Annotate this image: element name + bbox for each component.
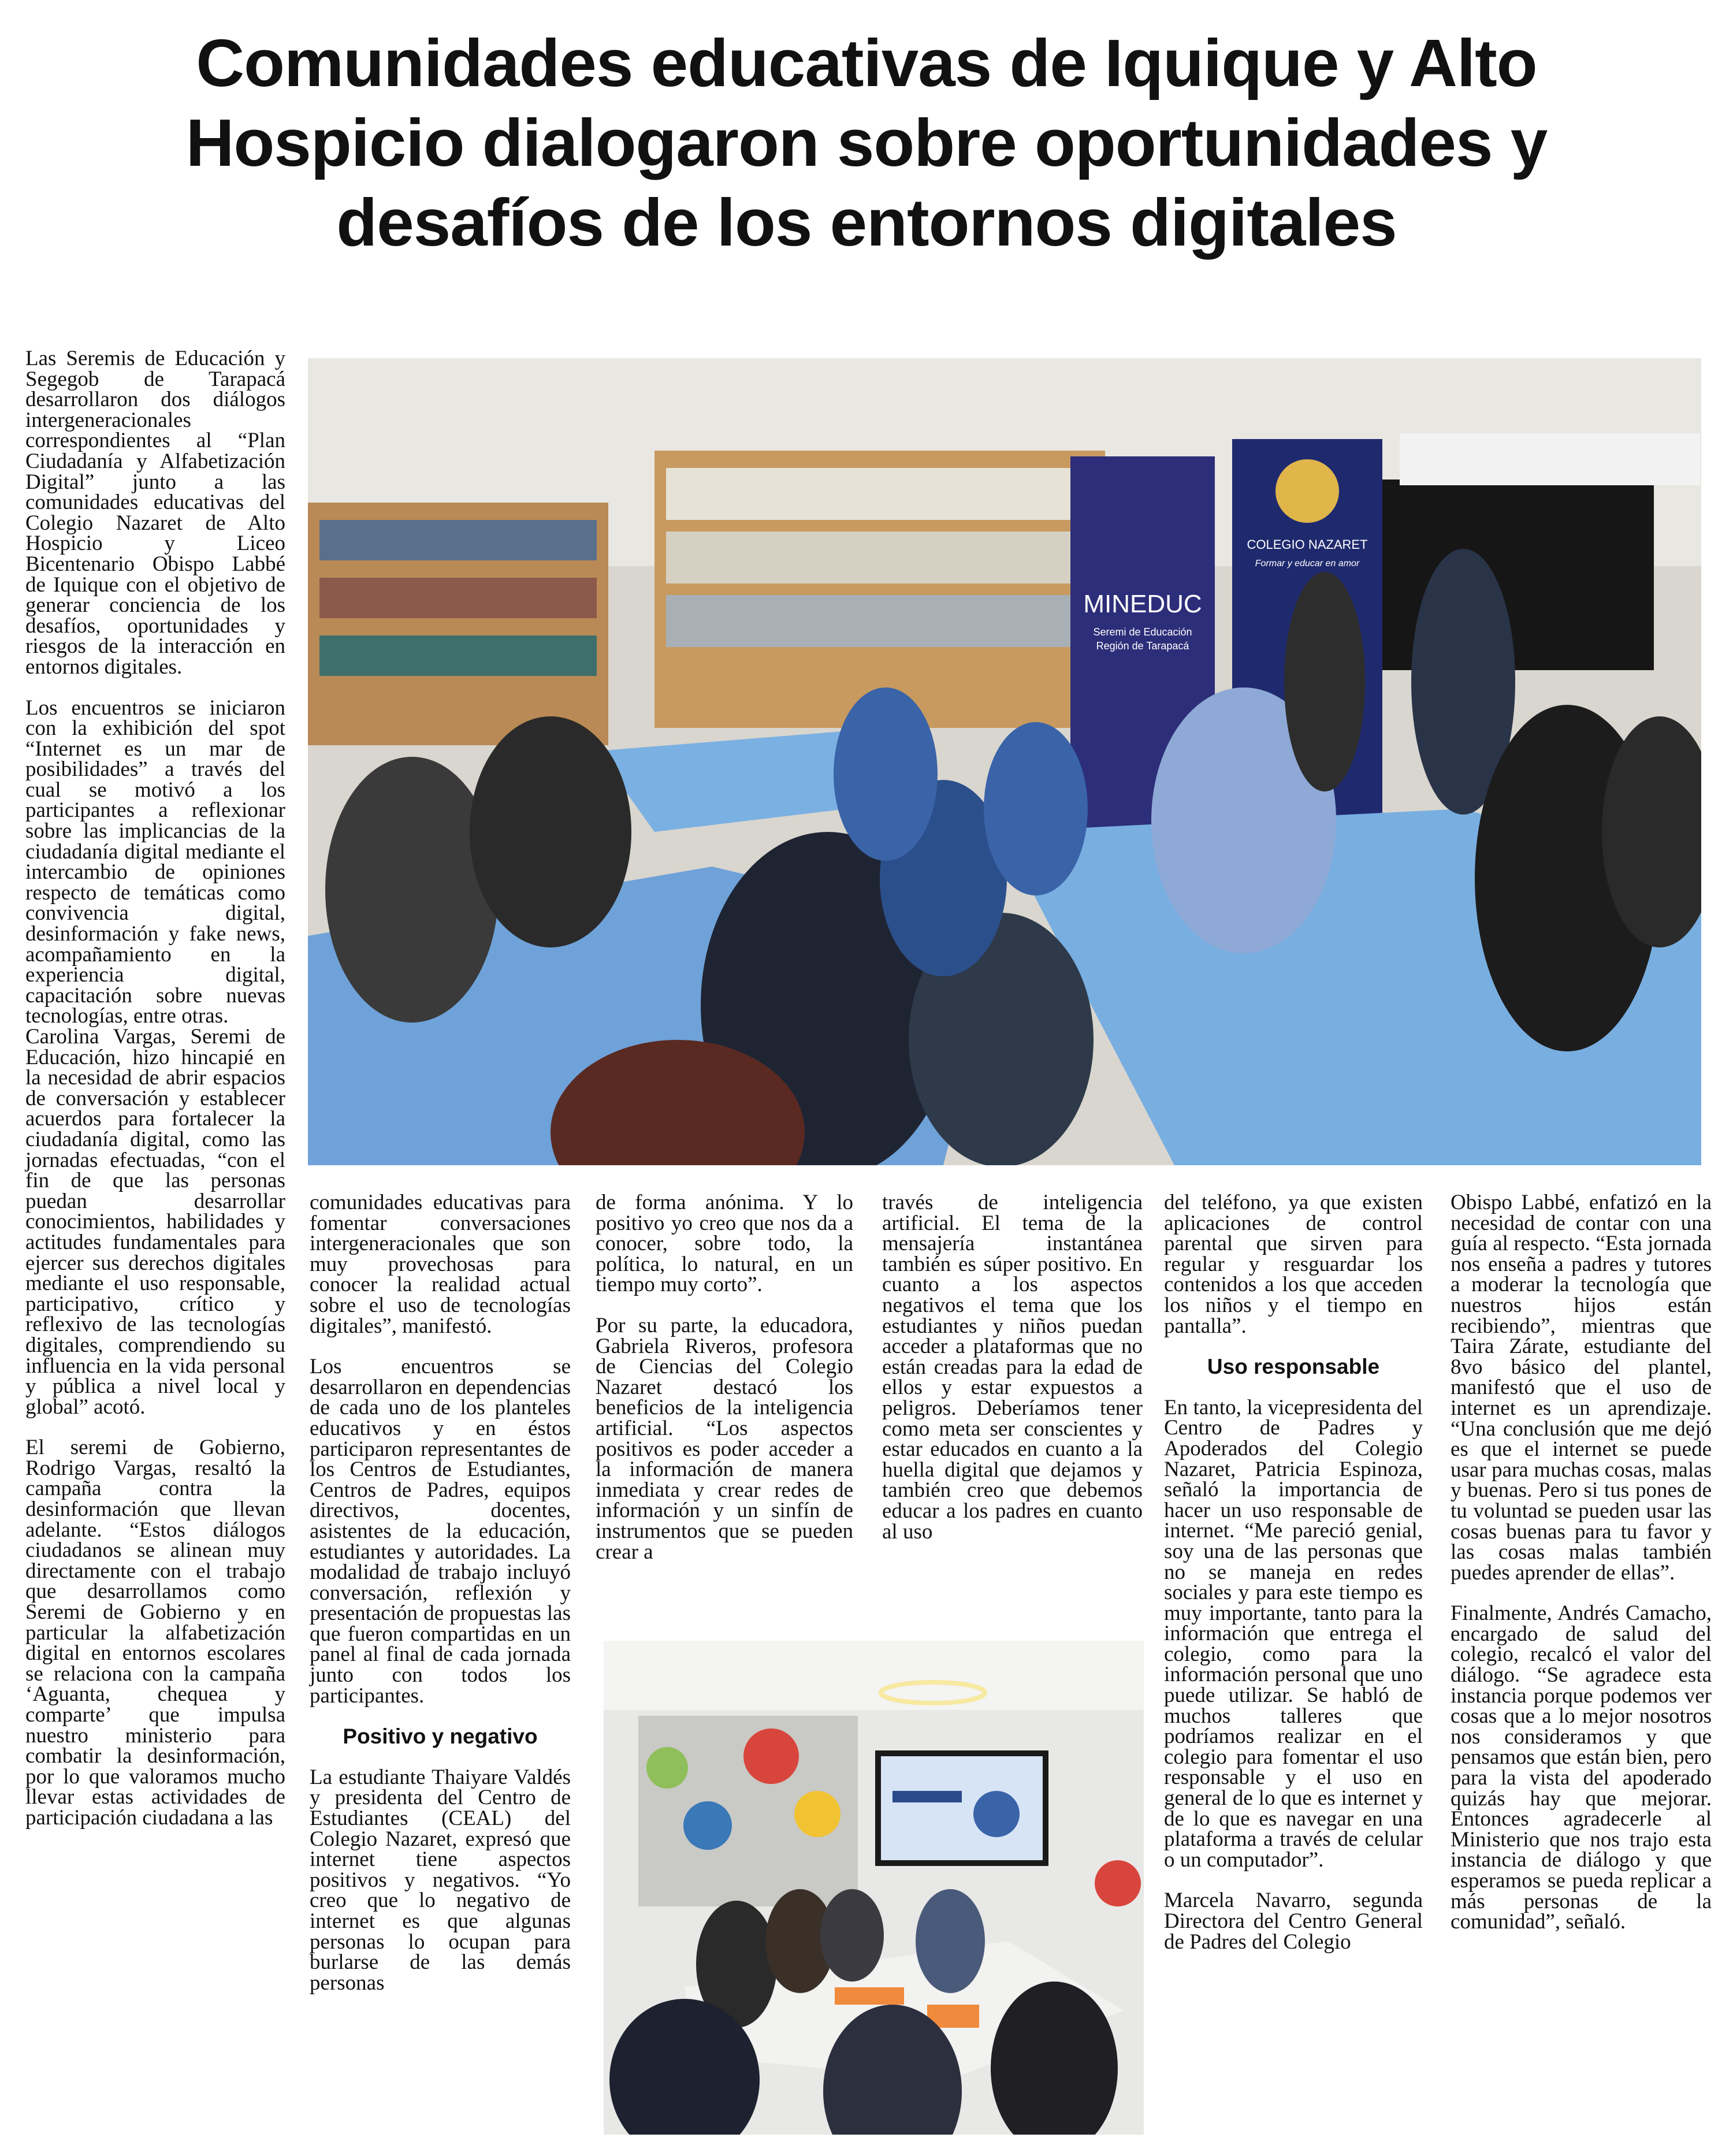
paragraph: Obispo Labbé, enfatizó en la necesidad de contar con una guía al respecto. “Esta jornada nos enseña a padres y tutores a moderar la tecnología que nuestros hijos están recibiendo”, mientras que Taira Zárate, estudiante del 8vo básico del plantel, manifestó que el uso de internet es un aprendizaje. “Una conclusión que me dejó es que el internet se puede usar para muchas cosas, malas y buenas. Pero si tus pones de tu voluntad se pueden usar las cosas buenas para tu favor y las cosas malas también puedes aprender de ellas”.	[1451, 1191, 1712, 1585]
article-column-6	[1451, 1192, 1712, 1953]
paragraph: El seremi de Gobierno, Rodrigo Vargas, resaltó la campaña contra la desinformación que llevan adelante. “Estos diálogos ciudadanos se alinean muy directamente con el trabajo que desarrollamos como Seremi de Gobierno y en particular la alfabetización digital en entornos escolares se relaciona con la campaña ‘Aguanta, chequea y comparte’ que impulsa nuestro ministerio para combatir la desinformación, por lo que valoramos mucho llevar estas actividades de participación ciudadana a las	[25, 1436, 285, 1830]
article-column-4	[882, 1192, 1143, 1562]
classroom-photo	[308, 358, 1701, 1165]
section-subhead: Positivo y negativo	[343, 1724, 538, 1749]
paragraph: En tanto, la vicepresidenta del Centro de Padres y Apoderados del Colegio Nazaret, Patricia Espinoza, señaló la importancia de hacer un uso responsable de internet. “Me pareció genial, soy una de las personas que no se maneja en redes sociales y para este tiempo es muy importante, tanto para la información que entrega el colegio, como para la información personal que uno puede utilizar. Se habló de muchos talleres que podríamos realizar en el colegio para fomentar el uso responsable y el uso en general de lo que es internet y de lo que es navegar en una plataforma a través de celular o un computador”.	[1164, 1395, 1423, 1872]
mineduc-banner-title: MINEDUC	[1083, 590, 1202, 618]
article-column-1	[25, 348, 285, 1849]
paragraph: Carolina Vargas, Seremi de Educación, hizo hincapié en la necesidad de abrir espacios de conversación y establecer acuerdos para fortalecer la ciudadanía digital, como las jornadas efectuadas, “con el fin de que las personas puedan desarrollar conocimientos, habilidades y actitudes fundamentales para ejercer sus derechos digitales mediante el uso responsable, participativo, crítico y reflexivo de las tecnologías digitales, comprendiendo su influencia en la vida personal y pública a nivel local y global” acotó.	[25, 1025, 285, 1419]
paragraph: Las Seremis de Educación y Segegob de Tarapacá desarrollaron dos diálogos intergeneracionales correspondientes al “Plan Ciudadanía y Alfabetización Digital” junto a las comunidades educativas del Colegio Nazaret de Alto Hospicio y Liceo Bicentenario Obispo Labbé de Iquique con el objetivo de generar conciencia de los desafíos, oportunidades y riesgos de la interacción en entornos digitales.	[25, 347, 285, 679]
article-column-5	[1164, 1192, 1423, 1972]
nazaret-banner-motto: Formar y educar en amor	[1255, 559, 1360, 568]
article-column-3	[596, 1192, 853, 1582]
headline: Comunidades educativas de Iquique y Alto Hospicio dialogaron sobre oportunidades y desafíos de los entornos digitales	[185, 25, 1548, 260]
mineduc-banner-sub2: Región de Tarapacá	[1096, 640, 1189, 652]
paragraph: de forma anónima. Y lo positivo yo creo que nos da a conocer, sobre todo, la política, lo natural, en un tiempo muy corto”.	[596, 1191, 853, 1297]
article-column-2	[310, 1192, 571, 2013]
paragraph: Marcela Navarro, segunda Directora del Centro General de Padres del Colegio	[1164, 1889, 1423, 1954]
paragraph: Los encuentros se desarrollaron en dependencias de cada uno de los planteles educativos y en éstos participaron representantes de los Centros de Estudiantes, Centros de Padres, equipos directivos, docentes, asistentes de la educación, estudiantes y autoridades. La modalidad de trabajo incluyó conversación, reflexión y presentación de propuestas las que fueron compartidas en un panel al final de cada jornada junto con todos los participantes.	[310, 1355, 571, 1708]
paragraph: través de inteligencia artificial. El tema de la mensajería instantánea también es súper positivo. En cuanto a los aspectos negativos el tema que los estudiantes y niños puedan acceder a plataformas que no están creadas para la edad de ellos y estar expuestos a peligros. Deberíamos tener como meta ser conscientes y estar educados en cuanto a la huella digital que dejamos y también creo que debemos educar a los padres en cuanto al uso	[882, 1191, 1143, 1544]
paragraph: del teléfono, ya que existen aplicaciones de control parental que sirven para regular y resguardar los contenidos a los que acceden los niños y el tiempo en pantalla”.	[1164, 1191, 1423, 1338]
paragraph: comunidades educativas para fomentar conversaciones intergeneracionales que son muy provechosas para conocer la realidad actual sobre el uso de tecnologías digitales”, manifestó.	[310, 1191, 571, 1338]
section-subhead: Uso responsable	[1207, 1355, 1380, 1379]
nazaret-banner-title: COLEGIO NAZARET	[1247, 537, 1368, 552]
workshop-photo	[604, 1641, 1144, 2135]
mineduc-banner-sub1: Seremi de Educación	[1093, 626, 1192, 638]
paragraph: La estudiante Thaiyare Valdés y presidenta del Centro de Estudiantes (CEAL) del Colegio Nazaret, expresó que internet tiene aspectos positivos y negativos. “Yo creo que lo negativo de internet es que algunas personas lo ocupan para burlarse de las demás personas	[310, 1765, 571, 1995]
paragraph: Finalmente, Andrés Camacho, encargado de salud del colegio, recalcó el valor del diálogo. “Se agradece esta instancia porque podemos ver cosas que a lo mejor nosotros nos consideramos y que pensamos que están bien, pero para la vista del apoderado quizás hay que mejorar. Entonces agradecerle al Ministerio que nos trajo esta instancia de diálogo y que esperamos se pueda replicar a más personas de la comunidad”, señaló.	[1451, 1601, 1712, 1934]
paragraph: Por su parte, la educadora, Gabriela Riveros, profesora de Ciencias del Colegio Nazaret destacó los beneficios de la inteligencia artificial. “Los aspectos positivos es poder acceder a la información de manera inmediata y crear redes de información y un sinfín de instrumentos que se pueden crear a	[596, 1313, 853, 1564]
paragraph: Los encuentros se iniciaron con la exhibición del spot “Internet es un mar de posibilidades” a través del cual se motivó a los participantes a reflexionar sobre las implicancias de la ciudadanía digital mediante el intercambio de opiniones respecto de temáticas como convivencia digital, desinformación y fake news, acompañamiento en la experiencia digital, capacitación sobre nuevas tecnologías, entre otras.	[25, 696, 285, 1028]
